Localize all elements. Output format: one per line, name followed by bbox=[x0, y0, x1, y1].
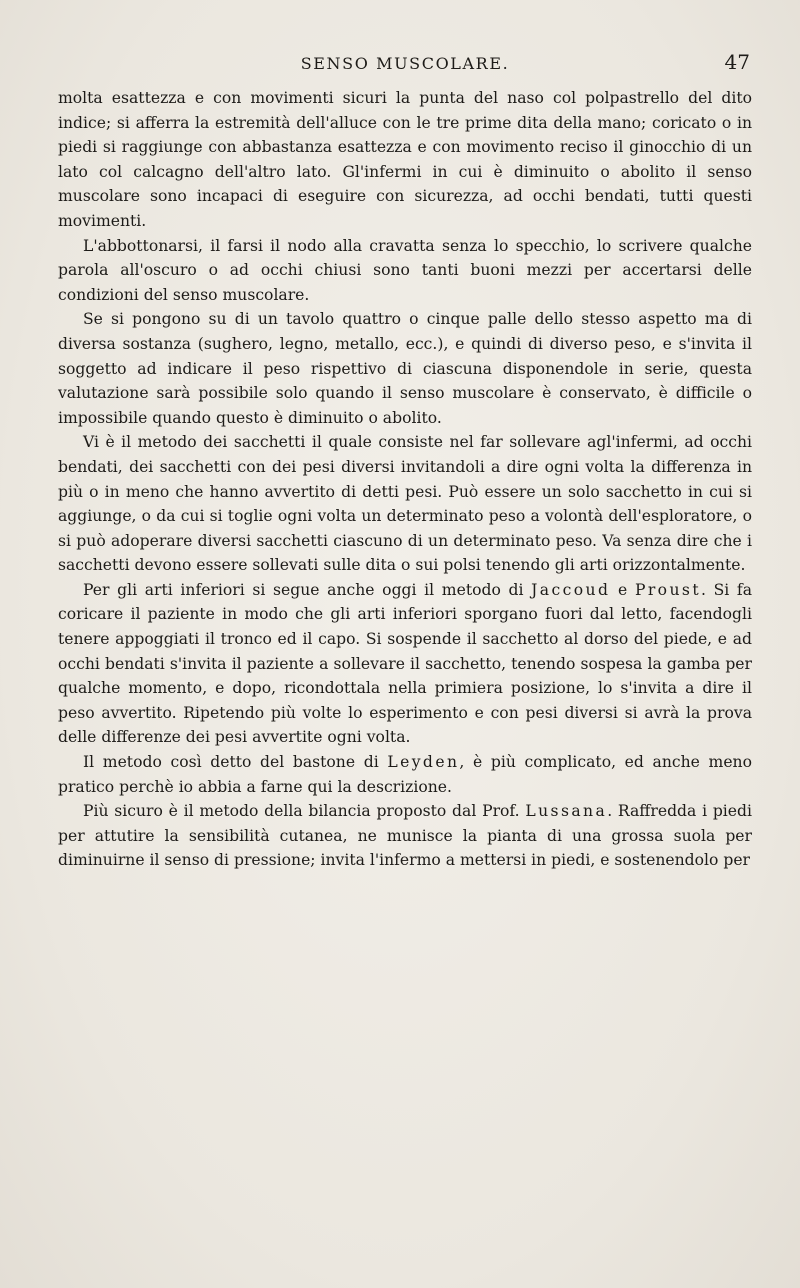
paragraph-4: Vi è il metodo dei sacchetti il quale consiste nel far sollevare agl'infermi, ad occhi bendati, dei sacchetti con dei pesi diversi invitandoli a dire ogni volta la differenza in più o in meno che hanno avvertito di detti pesi. Può essere un solo sacchetto in cui si aggiunge, o da cui si toglie ogni volta un determinato peso a volontà dell'esploratore, o si può adoperare diversi sacchetti ciascuno di un determinato peso. Va senza dire che i sacchetti devono essere sollevati sulle dita o sui polsi tenendo gli arti orizzontalmente. bbox=[58, 433, 752, 575]
author-name-lussana: Lussana bbox=[525, 802, 608, 821]
paragraph-7-text-a: Più sicuro è il metodo della bilancia proposto dal Prof. bbox=[83, 802, 526, 821]
author-name-leyden: Leyden bbox=[387, 753, 460, 772]
author-name-proust: Proust bbox=[634, 580, 701, 599]
paragraph-2: L'abbottonarsi, il farsi il nodo alla cravatta senza lo specchio, lo scrivere qualche parola all'oscuro o ad occhi chiusi sono tanti buoni mezzi per accertarsi delle condizioni del senso muscolare. bbox=[58, 236, 752, 304]
paragraph-6-text-b: , è più complicato, ed anche meno pratico perchè io abbia a farne qui la descrizione. bbox=[58, 753, 752, 796]
paragraph-7-text-b: . Raffredda i piedi per attutire la sensibilità cutanea, ne munisce la pianta di una grossa suola per diminuirne il senso di pressione; invita l'infermo a mettersi in piedi, e sostenendolo per bbox=[58, 802, 752, 870]
running-title: SENSO MUSCOLARE. bbox=[300, 54, 510, 73]
paragraph-1: molta esattezza e con movimenti sicuri la punta del naso col polpastrello del dito indice; si afferra la estremità dell'alluce con le tre prime dita della mano; coricato o in piedi si raggiunge con abbastanza esattezza e con movimento reciso il ginocchio di un lato col calcagno dell'altro lato. Gl'infermi in cui è diminuito o abolito il senso muscolare sono incapaci di eseguire con sicurezza, ad occhi bendati, tutti questi movimenti. bbox=[58, 89, 752, 230]
paragraph-6-text-a: Il metodo così detto del bastone di bbox=[83, 753, 388, 772]
page-number: 47 bbox=[724, 50, 750, 74]
paragraph-3: Se si pongono su di un tavolo quattro o cinque palle dello stesso aspetto ma di diversa sostanza (sughero, legno, metallo, ecc.), e quindi di diverso peso, e s'invita il soggetto ad indicare il peso rispettivo di ciascuna disponendole in serie, questa valutazione sarà possibile solo quando il senso muscolare è conservato, è difficile o impossibile quando questo è diminuito o abolito. bbox=[58, 310, 752, 427]
paragraph-5 bbox=[58, 578, 752, 750]
page-header bbox=[60, 48, 750, 78]
paragraph-5-text-c: . Si fa coricare il paziente in modo che gli arti inferiori sporgano fuori dal letto, facendogli tenere appoggiati il tronco ed il capo. Si sospende il sacchetto al dorso del piede, e ad occhi bendati s'invita il paziente a sollevare il sacchetto, tenendo sospesa la gamba per qualche momento, e dopo, ricondottala nella primiera posizione, lo s'invita a dire il peso avvertito. Ripetendo più volte lo esperimento e con pesi diversi si avrà la prova delle differenze dei pesi avvertite ogni volta. bbox=[58, 580, 752, 747]
body-text bbox=[58, 86, 752, 873]
paragraph-5-text-b: e bbox=[610, 580, 635, 599]
paragraph-5-text-a: Per gli arti inferiori si segue anche oggi il metodo di bbox=[83, 580, 532, 599]
paragraph-6 bbox=[58, 750, 752, 799]
paragraph-7 bbox=[58, 799, 752, 873]
author-name-jaccoud: Jaccoud bbox=[531, 580, 611, 599]
